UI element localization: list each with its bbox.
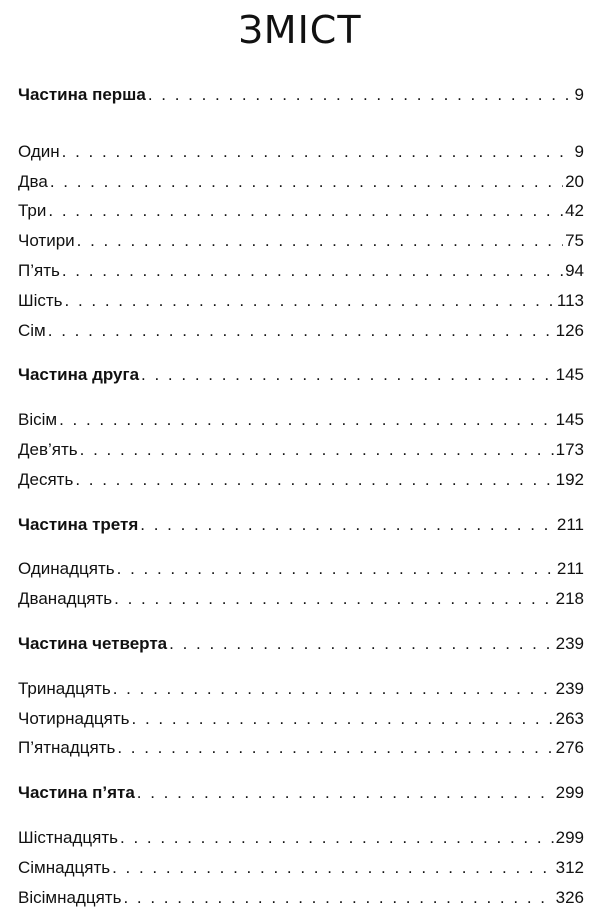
page-number: 20 <box>565 171 584 191</box>
toc-chapter-row[interactable] <box>18 823 584 853</box>
page-number: 42 <box>565 201 584 221</box>
part-title: Частина четверта <box>18 633 168 653</box>
page-number: 192 <box>555 469 584 489</box>
chapter-title: Одинадцять <box>18 559 115 579</box>
toc-chapter-row[interactable] <box>18 196 584 226</box>
page-number: 326 <box>555 887 584 907</box>
chapter-title: Тринадцять <box>18 678 111 698</box>
dot-leader <box>48 196 563 226</box>
dot-leader <box>80 435 554 465</box>
table-of-contents <box>18 80 584 912</box>
dot-leader <box>169 629 554 659</box>
chapter-title: Шість <box>18 290 63 310</box>
toc-chapter-row[interactable] <box>18 405 584 435</box>
dot-leader <box>132 704 554 734</box>
page-number: 94 <box>565 260 584 280</box>
page-number: 126 <box>555 320 584 340</box>
page-number: 239 <box>555 678 584 698</box>
toc-chapter-row[interactable] <box>18 883 584 913</box>
toc-chapter-row[interactable] <box>18 584 584 614</box>
page-number: 276 <box>555 738 584 758</box>
dot-leader <box>113 674 554 704</box>
toc-chapter-row[interactable] <box>18 256 584 286</box>
chapter-title: Чотири <box>18 231 75 251</box>
toc-part-row[interactable] <box>18 360 584 390</box>
page-number: 173 <box>555 439 584 459</box>
dot-leader <box>59 405 554 435</box>
toc-part-row[interactable] <box>18 510 584 540</box>
page-number: 145 <box>555 365 584 385</box>
toc-part-row[interactable] <box>18 629 584 659</box>
dot-leader <box>141 360 554 390</box>
part-title: Частина третя <box>18 514 139 534</box>
page-number: 312 <box>555 857 584 877</box>
toc-chapter-row[interactable] <box>18 465 584 495</box>
page-number: 239 <box>555 633 584 653</box>
dot-leader <box>114 584 553 614</box>
toc-chapter-row[interactable] <box>18 674 584 704</box>
page-number: 299 <box>555 827 584 847</box>
chapter-title: Вісімнадцять <box>18 887 122 907</box>
page-number: 145 <box>555 410 584 430</box>
toc-chapter-row[interactable] <box>18 316 584 346</box>
dot-leader <box>137 778 554 808</box>
chapter-title: Десять <box>18 469 74 489</box>
part-title: Частина друга <box>18 365 140 385</box>
dot-leader <box>148 80 573 110</box>
chapter-title: Два <box>18 171 48 191</box>
toc-chapter-row[interactable] <box>18 137 584 167</box>
toc-chapter-row[interactable] <box>18 704 584 734</box>
dot-leader <box>117 733 553 763</box>
chapter-title: Три <box>18 201 47 221</box>
toc-chapter-row[interactable] <box>18 435 584 465</box>
page-number: 299 <box>555 783 584 803</box>
chapter-title: Дев’ять <box>18 439 78 459</box>
dot-leader <box>62 256 563 286</box>
chapter-title: Сім <box>18 320 46 340</box>
toc-chapter-row[interactable] <box>18 853 584 883</box>
toc-chapter-row[interactable] <box>18 226 584 256</box>
dot-leader <box>50 167 563 197</box>
page-number: 263 <box>555 708 584 728</box>
dot-leader <box>140 510 555 540</box>
page-number: 211 <box>556 514 584 534</box>
chapter-title: Шістнадцять <box>18 827 118 847</box>
page-number: 9 <box>574 141 584 161</box>
dot-leader <box>117 554 555 584</box>
chapter-title: Один <box>18 141 60 161</box>
chapter-title: Вісім <box>18 410 58 430</box>
part-title: Частина перша <box>18 85 146 104</box>
chapter-title: П’ять <box>18 260 60 280</box>
dot-leader <box>62 137 573 167</box>
chapter-title: Чотирнадцять <box>18 708 130 728</box>
dot-leader <box>123 883 553 913</box>
toc-chapter-row[interactable] <box>18 733 584 763</box>
toc-chapter-row[interactable] <box>18 554 584 584</box>
page-number: 211 <box>556 559 584 579</box>
toc-part-row[interactable] <box>18 778 584 808</box>
dot-leader <box>48 316 554 346</box>
page-number: 218 <box>555 589 584 609</box>
dot-leader <box>75 465 553 495</box>
chapter-title: Дванадцять <box>18 589 113 609</box>
part-title: Частина п’ята <box>18 783 135 803</box>
dot-leader <box>77 226 563 256</box>
chapter-title: П’ятнадцять <box>18 738 116 758</box>
dot-leader <box>120 823 554 853</box>
toc-part-row[interactable] <box>18 80 584 110</box>
page-number: 75 <box>565 231 584 251</box>
page-title: ЗМІСТ <box>238 8 362 52</box>
dot-leader <box>112 853 554 883</box>
toc-chapter-row[interactable] <box>18 167 584 197</box>
toc-chapter-row[interactable] <box>18 286 584 316</box>
page-number: 113 <box>556 290 584 310</box>
dot-leader <box>65 286 555 316</box>
chapter-title: Сімнадцять <box>18 857 111 877</box>
page-number: 9 <box>574 85 584 104</box>
